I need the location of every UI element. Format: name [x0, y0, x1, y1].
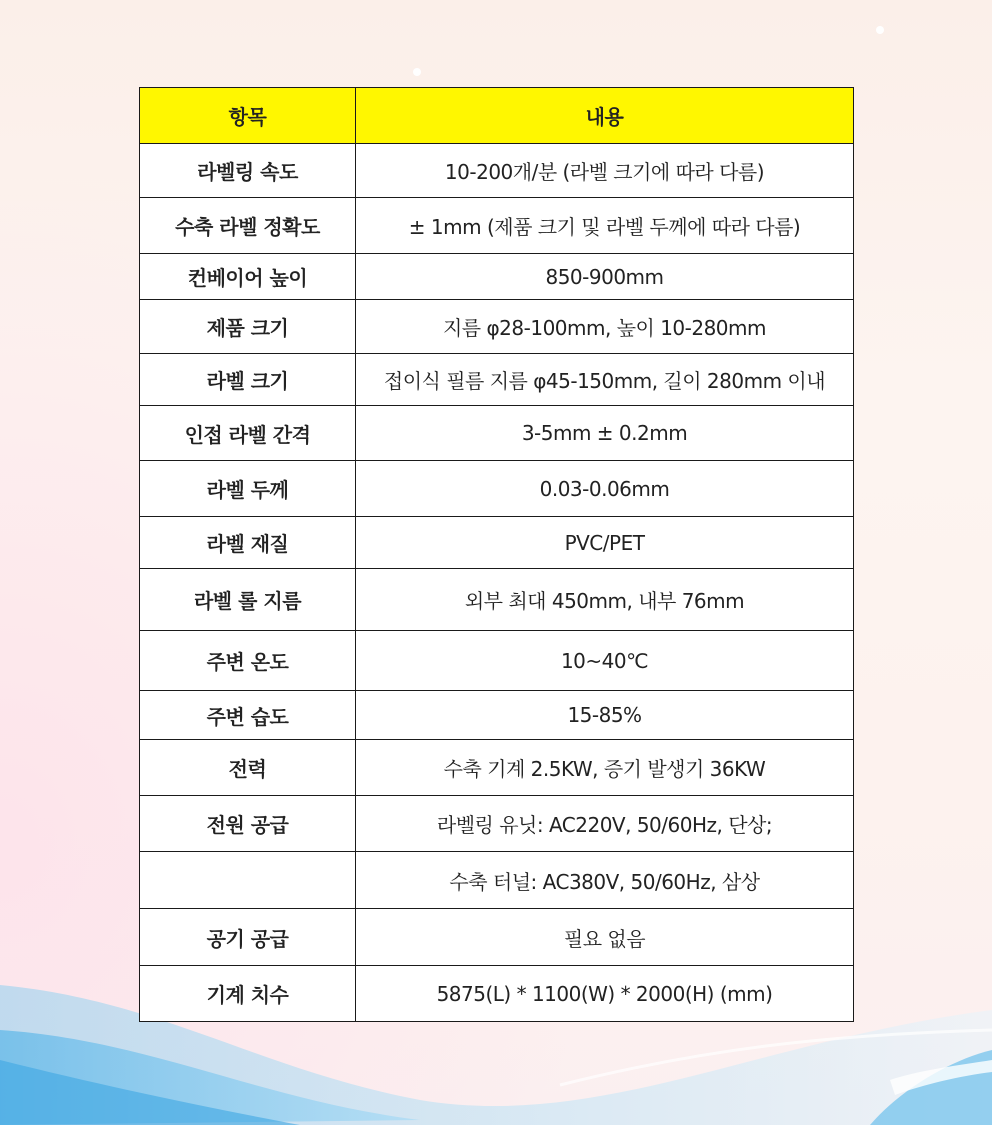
row-item: 라벨 롤 지름 [140, 569, 356, 631]
row-item: 컨베이어 높이 [140, 254, 356, 300]
row-content: 수축 터널: AC380V, 50/60Hz, 삼상 [356, 852, 854, 909]
table-row [140, 354, 854, 406]
row-content: 3-5mm ± 0.2mm [356, 406, 854, 461]
table-row [140, 796, 854, 852]
table-row [140, 254, 854, 300]
table-row [140, 406, 854, 461]
table-row [140, 691, 854, 740]
row-content: 필요 없음 [356, 909, 854, 966]
table-row [140, 631, 854, 691]
table-row [140, 740, 854, 796]
table-row [140, 517, 854, 569]
row-content: 0.03-0.06mm [356, 461, 854, 517]
table-row [140, 461, 854, 517]
row-item: 인접 라벨 간격 [140, 406, 356, 461]
row-content: 15-85% [356, 691, 854, 740]
row-item: 라벨 크기 [140, 354, 356, 406]
row-item: 라벨 재질 [140, 517, 356, 569]
row-content: ± 1mm (제품 크기 및 라벨 두께에 따라 다름) [356, 198, 854, 254]
row-item: 전원 공급 [140, 796, 356, 852]
row-content: 10-200개/분 (라벨 크기에 따라 다름) [356, 144, 854, 198]
table-row [140, 198, 854, 254]
row-item: 라벨 두께 [140, 461, 356, 517]
row-item: 전력 [140, 740, 356, 796]
header-item: 항목 [140, 88, 356, 144]
spec-table [139, 87, 854, 1022]
row-content: PVC/PET [356, 517, 854, 569]
row-item: 주변 온도 [140, 631, 356, 691]
header-content: 내용 [356, 88, 854, 144]
table-row [140, 852, 854, 909]
row-content: 외부 최대 450mm, 내부 76mm [356, 569, 854, 631]
row-item: 라벨링 속도 [140, 144, 356, 198]
row-item: 수축 라벨 정확도 [140, 198, 356, 254]
table-header-row [140, 88, 854, 144]
row-item [140, 852, 356, 909]
row-content: 10~40℃ [356, 631, 854, 691]
row-content: 지름 φ28-100mm, 높이 10-280mm [356, 300, 854, 354]
row-item: 공기 공급 [140, 909, 356, 966]
row-item: 주변 습도 [140, 691, 356, 740]
row-item: 기계 치수 [140, 966, 356, 1022]
table-row [140, 569, 854, 631]
table-row [140, 144, 854, 198]
row-content: 5875(L) * 1100(W) * 2000(H) (mm) [356, 966, 854, 1022]
row-content: 접이식 필름 지름 φ45-150mm, 길이 280mm 이내 [356, 354, 854, 406]
table-row [140, 300, 854, 354]
table-row [140, 909, 854, 966]
table-row [140, 966, 854, 1022]
row-item: 제품 크기 [140, 300, 356, 354]
row-content: 850-900mm [356, 254, 854, 300]
row-content: 라벨링 유닛: AC220V, 50/60Hz, 단상; [356, 796, 854, 852]
row-content: 수축 기계 2.5KW, 증기 발생기 36KW [356, 740, 854, 796]
